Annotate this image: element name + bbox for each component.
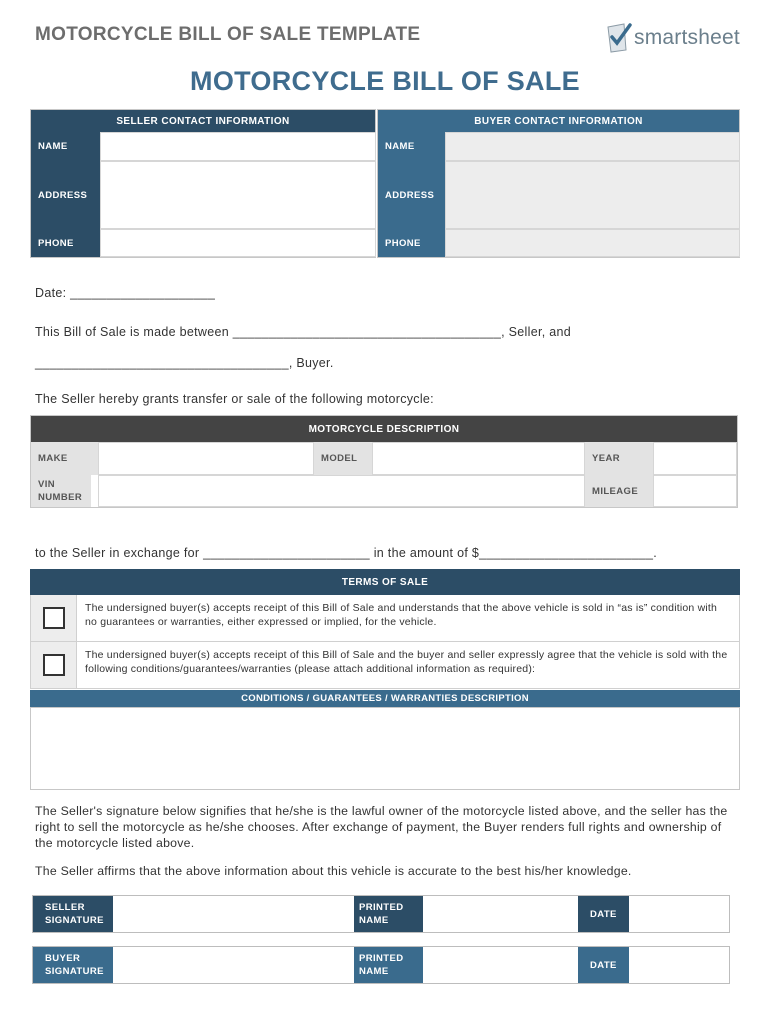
- buyer-phone-field[interactable]: [445, 229, 740, 257]
- mileage-label: MILEAGE: [585, 475, 653, 507]
- buyer-contact-table: [377, 109, 740, 258]
- as-is-text: The undersigned buyer(s) accepts receipt of this Bill of Sale and understands that the above vehicle is sold in “as is” condition with no guarantees or warranties, either expressed or implied, for the vehicle.: [85, 602, 718, 628]
- seller-signature-field[interactable]: [113, 896, 354, 932]
- conditions-text: The undersigned buyer(s) accepts receipt of this Bill of Sale and the buyer and seller expressly agree that the vehicle is sold with the following conditions/guarantees/warranties (please attach additional information as required):: [85, 649, 728, 675]
- seller-name-label: NAME: [31, 132, 100, 161]
- seller-signature-row: [32, 895, 730, 933]
- terms-of-sale-header: TERMS OF SALE: [30, 569, 740, 595]
- make-field[interactable]: [98, 442, 314, 475]
- seller-name-field[interactable]: [100, 132, 376, 161]
- grant-line: The Seller hereby grants transfer or sale of the following motorcycle:: [35, 392, 434, 406]
- terms-of-sale: [30, 569, 740, 689]
- as-is-checkbox[interactable]: [43, 607, 65, 629]
- buyer-signature-field[interactable]: [113, 947, 354, 983]
- buyer-name-label: NAME: [378, 132, 445, 161]
- term-option-as-is: [30, 595, 740, 642]
- checkmark-logo-icon: [606, 23, 632, 53]
- conditions-checkbox[interactable]: [43, 654, 65, 676]
- model-label: MODEL: [314, 442, 372, 475]
- conditions-header: CONDITIONS / GUARANTEES / WARRANTIES DESCRIPTION: [30, 690, 740, 707]
- seller-contact-header: SELLER CONTACT INFORMATION: [31, 110, 375, 132]
- buyer-phone-label: PHONE: [378, 229, 445, 257]
- buyer-date-field[interactable]: [629, 947, 729, 983]
- date-line: Date: ____________________: [35, 286, 216, 300]
- seller-date-label: DATE: [578, 896, 629, 932]
- seller-contact-table: [30, 109, 376, 258]
- buyer-signature-label: BUYER SIGNATURE: [33, 947, 113, 983]
- parties-buyer-line: ___________________________________, Buyer.: [35, 356, 334, 370]
- buyer-contact-header: BUYER CONTACT INFORMATION: [378, 110, 739, 132]
- buyer-printed-name-label: PRINTED NAME: [354, 947, 423, 983]
- owner-statement: The Seller's signature below signifies that he/she is the lawful owner of the motorcycle listed above, and the seller has the right to sell the motorcycle as he/she chooses. After exchange of payment, the Buyer renders full rights and ownership of the motorcycle listed above.: [35, 804, 728, 850]
- buyer-address-label: ADDRESS: [378, 161, 445, 229]
- seller-printed-name-label: PRINTED NAME: [354, 896, 423, 932]
- buyer-address-field[interactable]: [445, 161, 740, 229]
- exchange-line: to the Seller in exchange for _______________________ in the amount of $________________________.: [35, 546, 657, 560]
- seller-address-label: ADDRESS: [31, 161, 100, 229]
- page-title: MOTORCYCLE BILL OF SALE: [190, 66, 580, 96]
- seller-signature-label: SELLER SIGNATURE: [33, 896, 113, 932]
- term-option-conditions: [30, 642, 740, 689]
- affirm-statement: The Seller affirms that the above information about this vehicle is accurate to the best his/her knowledge.: [35, 864, 632, 878]
- year-field[interactable]: [653, 442, 737, 475]
- smartsheet-logo: [606, 22, 746, 54]
- make-label: MAKE: [31, 442, 98, 475]
- mileage-field[interactable]: [653, 475, 737, 507]
- buyer-signature-row: [32, 946, 730, 984]
- seller-printed-name-field[interactable]: [423, 896, 578, 932]
- conditions-description-field[interactable]: [30, 707, 740, 790]
- buyer-name-field[interactable]: [445, 132, 740, 161]
- motorcycle-description-header: MOTORCYCLE DESCRIPTION: [31, 416, 737, 442]
- vin-label: VIN NUMBER: [31, 475, 91, 507]
- vin-field[interactable]: [98, 475, 585, 507]
- motorcycle-description-table: [30, 415, 738, 508]
- logo-text: smartsheet: [634, 26, 740, 49]
- seller-address-field[interactable]: [100, 161, 376, 229]
- seller-phone-field[interactable]: [100, 229, 376, 257]
- buyer-date-label: DATE: [578, 947, 629, 983]
- seller-phone-label: PHONE: [31, 229, 100, 257]
- seller-date-field[interactable]: [629, 896, 729, 932]
- year-label: YEAR: [585, 442, 653, 475]
- buyer-printed-name-field[interactable]: [423, 947, 578, 983]
- parties-seller-line: This Bill of Sale is made between _____________________________________, Seller, and: [35, 325, 572, 339]
- model-field[interactable]: [372, 442, 585, 475]
- template-title: MOTORCYCLE BILL OF SALE TEMPLATE: [35, 24, 421, 45]
